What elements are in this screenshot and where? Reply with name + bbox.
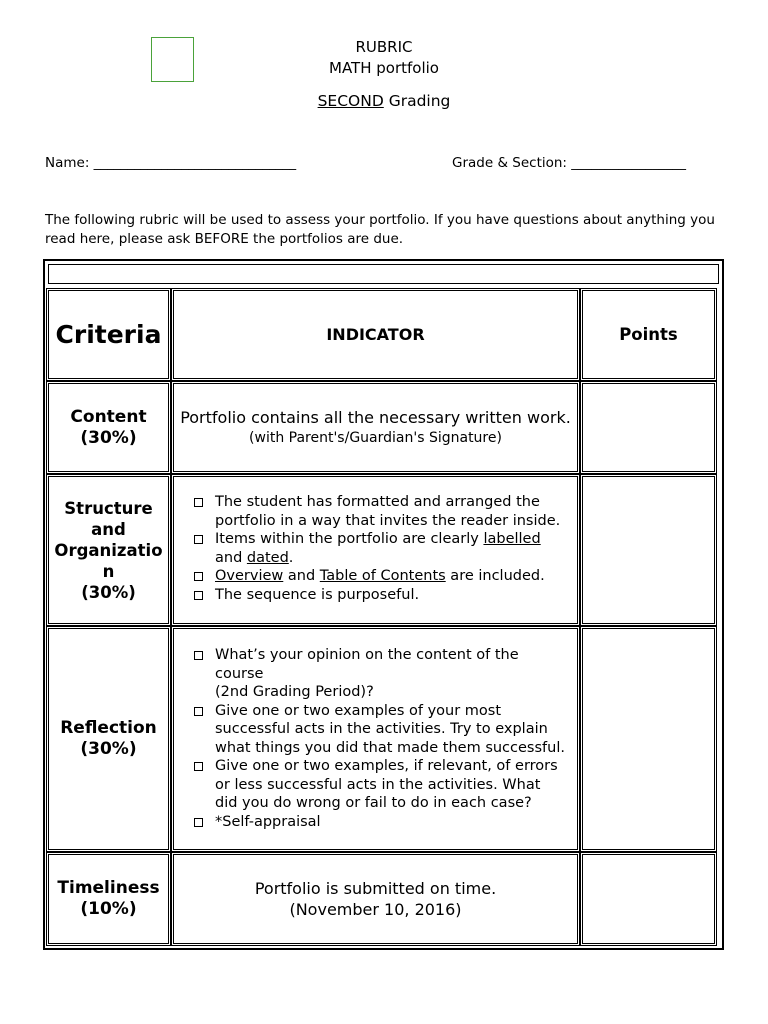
checkbox-icon xyxy=(194,572,203,581)
structure-item-underlined: dated xyxy=(246,549,289,566)
indicator-header xyxy=(171,288,580,381)
criteria-structure-line2: and xyxy=(91,519,126,539)
points-timeliness[interactable] xyxy=(580,852,717,946)
indicator-reflection xyxy=(171,626,580,852)
indicator-content xyxy=(171,381,580,474)
points-structure[interactable] xyxy=(580,474,717,626)
name-field[interactable]: Name: ______________________________ xyxy=(45,155,297,171)
indicator-timeliness xyxy=(171,852,580,946)
grading-ordinal: SECOND xyxy=(317,92,384,110)
checkbox-icon xyxy=(194,651,203,660)
criteria-content-weight: (30%) xyxy=(80,427,137,448)
criteria-structure-line4: n xyxy=(102,561,115,581)
indicator-timeliness-line1: Portfolio is submitted on time. xyxy=(254,879,497,898)
structure-item-text: Items within the portfolio are clearly xyxy=(215,531,484,547)
reflection-item-text: Give one or two examples of your most successful acts in the activities. Try to explain what things you did that made them successful. xyxy=(215,702,565,756)
list-item xyxy=(192,702,565,758)
criteria-header xyxy=(46,288,171,381)
points-content[interactable] xyxy=(580,381,717,474)
criteria-structure-line1: Structure xyxy=(64,498,153,518)
criteria-header-label: Criteria xyxy=(55,319,162,349)
list-item xyxy=(192,757,565,813)
structure-item-text: are included. xyxy=(445,568,545,584)
criteria-content-name: Content xyxy=(70,406,147,427)
doc-subtitle: MATH portfolio xyxy=(329,59,439,77)
indicator-timeliness-date: (November 10, 2016) xyxy=(289,900,462,919)
structure-item-underlined: labelled xyxy=(483,531,541,547)
criteria-reflection-name: Reflection xyxy=(60,718,157,738)
structure-item-underlined: Table of Contents xyxy=(319,568,446,584)
criteria-reflection xyxy=(46,626,171,852)
structure-item-text: and xyxy=(215,549,247,566)
grading-period xyxy=(0,92,768,110)
rubric-table xyxy=(43,259,724,950)
table-top-bar xyxy=(48,264,719,284)
checkbox-icon xyxy=(194,818,203,827)
criteria-timeliness xyxy=(46,852,171,946)
criteria-timeliness-weight: (10%) xyxy=(80,899,137,919)
indicator-content-note: (with Parent's/Guardian's Signature) xyxy=(249,429,502,446)
structure-item-text: . xyxy=(288,549,294,566)
grading-word: Grading xyxy=(383,92,451,110)
list-item xyxy=(192,813,565,832)
structure-item-underlined: Overview xyxy=(215,568,284,584)
structure-item-text: The student has formatted and arranged the portfolio in a way that invites the reader inside. xyxy=(215,494,561,529)
criteria-content xyxy=(46,381,171,474)
criteria-structure xyxy=(46,474,171,626)
indicator-header-label: INDICATOR xyxy=(326,325,425,344)
reflection-item-text: *Self-appraisal xyxy=(215,813,321,830)
list-item xyxy=(192,493,565,530)
reflection-item-text: What’s your opinion on the content of the course xyxy=(215,647,519,682)
points-header xyxy=(580,288,717,381)
reflection-item-text: Give one or two examples, if relevant, of errors or less successful acts in the activities. What did you do wrong or fail to do in each case? xyxy=(215,758,558,811)
criteria-timeliness-name: Timeliness xyxy=(57,878,160,898)
checkbox-icon xyxy=(194,707,203,716)
structure-item-text: and xyxy=(283,568,320,584)
reflection-item-text: (2nd Grading Period)? xyxy=(215,684,374,700)
criteria-structure-line3: Organizatio xyxy=(54,540,163,560)
grade-section-field[interactable]: Grade & Section: _________________ xyxy=(452,155,687,171)
list-item xyxy=(192,586,565,605)
points-header-label: Points xyxy=(619,325,678,344)
checkbox-icon xyxy=(194,535,203,544)
criteria-structure-weight: (30%) xyxy=(81,582,136,602)
points-reflection[interactable] xyxy=(580,626,717,852)
structure-item-text: The sequence is purposeful. xyxy=(215,586,420,603)
list-item xyxy=(192,530,565,567)
doc-title: RUBRIC xyxy=(355,38,413,56)
checkbox-icon xyxy=(194,591,203,600)
list-item xyxy=(192,567,565,586)
criteria-reflection-weight: (30%) xyxy=(80,739,137,759)
checkbox-icon xyxy=(194,762,203,771)
indicator-content-main: Portfolio contains all the necessary written work. xyxy=(180,407,571,427)
indicator-structure xyxy=(171,474,580,626)
list-item xyxy=(192,646,565,702)
checkbox-icon xyxy=(194,498,203,507)
intro-paragraph: The following rubric will be used to assess your portfolio. If you have questions about anything you read here, please ask BEFORE the portfolios are due. xyxy=(45,212,715,247)
